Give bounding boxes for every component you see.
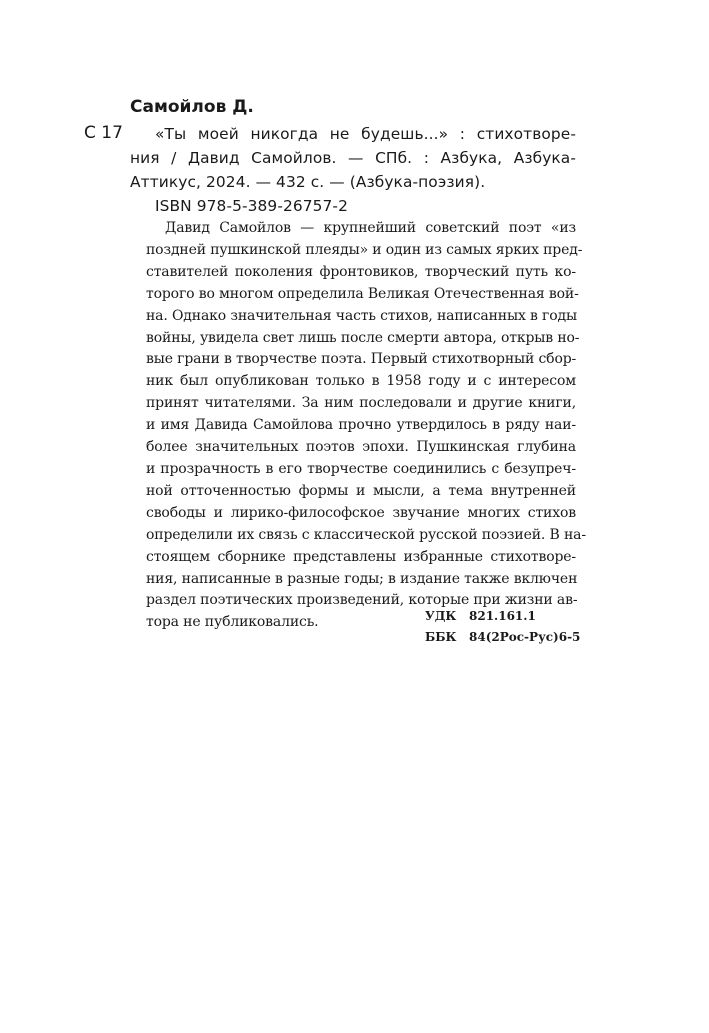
annotation-line: торого во многом определила Великая Отечественная вой- [146,285,579,302]
annotation-line: ной отточенностью формы и мысли, а тема внутренней [146,482,576,499]
annotation-line: ставителей поколения фронтовиков, творческий путь ко- [146,263,576,280]
classification-codes [425,606,580,648]
author-code: С 17 [84,123,123,143]
biblio-line: «Ты моей никогда не будешь...» : стихотворе- [155,125,576,143]
isbn: ISBN 978-5-389-26757-2 [155,197,348,215]
biblio-line: Аттикус, 2024. — 432 с. — (Азбука-поэзия). [130,173,486,191]
biblio-line: ния / Давид Самойлов. — СПб. : Азбука, Азбука- [130,149,576,167]
annotation-line: стоящем сборнике представлены избранные стихотворе- [146,548,576,565]
udk-row [425,606,580,627]
annotation-line: ник был опубликован только в 1958 году и с интересом [146,373,576,390]
author-heading: Самойлов Д. [130,97,254,117]
bbk-label: ББК [425,630,457,644]
annotation-line: ния, написанные в разные годы; в издание также включен [146,570,578,587]
annotation-line: более значительных поэтов эпохи. Пушкинская глубина [146,439,576,456]
udk-value: 821.161.1 [469,609,536,623]
annotation-line: вые грани в творчестве поэта. Первый стихотворный сбор- [146,351,577,368]
annotation-line: определили их связь с классической русской поэзией. В на- [146,526,586,543]
annotation-line: свободы и лирико-философское звучание многих стихов [146,504,576,521]
udk-label: УДК [425,609,457,623]
annotation-line: и прозрачность в его творчестве соединились с безупреч- [146,460,576,477]
bibliographic-description [130,122,576,218]
bbk-value: 84(2Рос-Рус)6-5 [469,630,581,644]
annotation [146,218,586,634]
annotation-line: и имя Давида Самойлова прочно утвердилось в ряду наи- [146,417,576,434]
bbk-row [425,627,580,648]
annotation-line: принят читателями. За ним последовали и другие книги, [146,395,576,412]
annotation-line: на. Однако значительная часть стихов, написанных в годы [146,307,577,324]
annotation-line: раздел поэтических произведений, которые при жизни ав- [146,592,578,609]
annotation-line: войны, увидела свет лишь после смерти автора, открыв но- [146,329,580,346]
annotation-line: тора не публиковались. [146,614,319,631]
annotation-line: Давид Самойлов — крупнейший советский поэт «из [165,220,576,236]
annotation-line: поздней пушкинской плеяды» и один из самых ярких пред- [146,241,583,258]
